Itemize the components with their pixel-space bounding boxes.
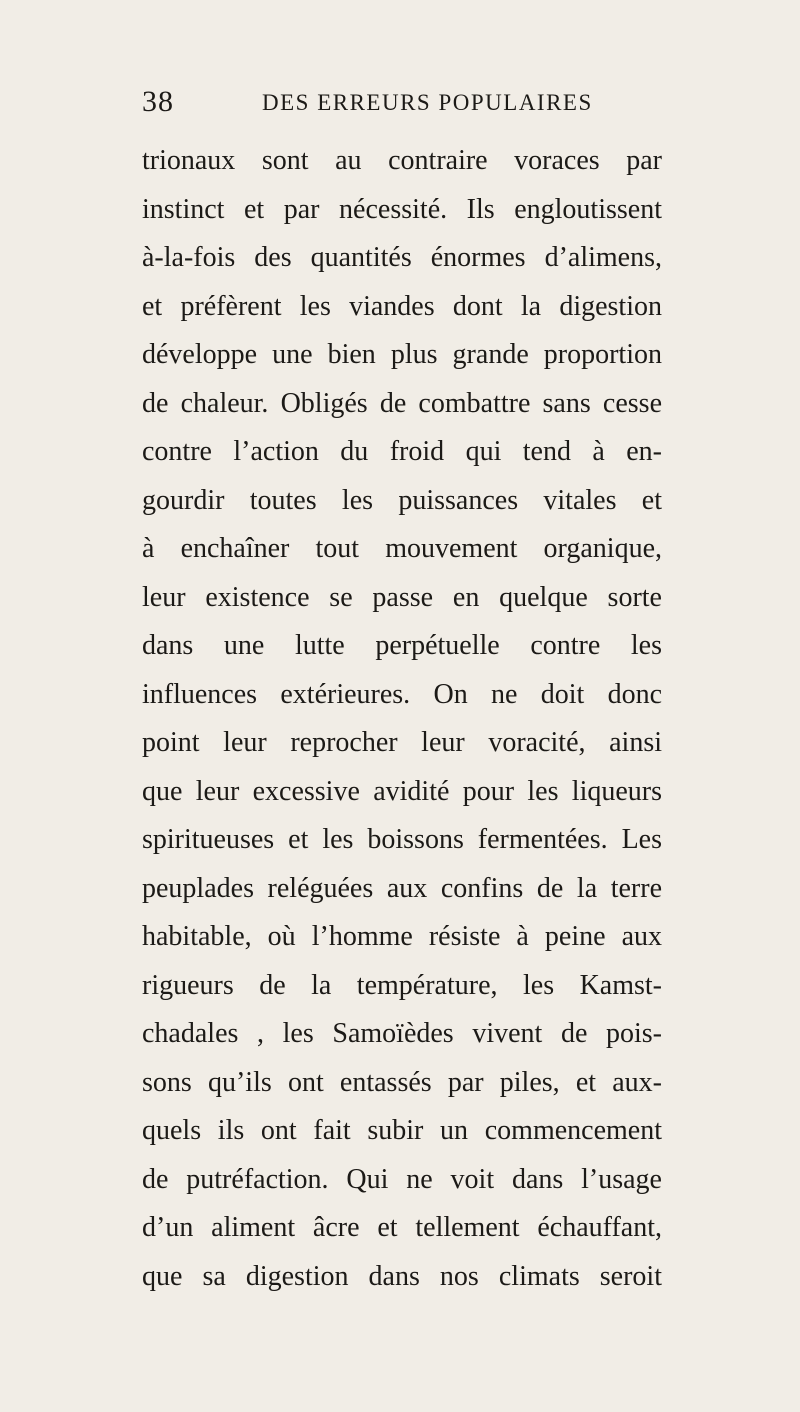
body-text	[142, 137, 662, 1301]
text-line: à-la-fois des quantités énormes d’alimens,	[142, 242, 662, 273]
text-line: d’un aliment âcre et tellement échauffant,	[142, 1212, 662, 1243]
text-line: spiritueuses et les boissons fermentées. Les	[142, 824, 662, 855]
text-line: que leur excessive avidité pour les liqueurs	[142, 775, 662, 807]
text-line: quels ils ont fait subir un commencement	[142, 1115, 662, 1146]
text-line: point leur reprocher leur voracité, ainsi	[142, 727, 662, 758]
text-line: que sa digestion dans nos climats seroit	[142, 1260, 662, 1292]
running-head	[142, 82, 662, 122]
text-line: de putréfaction. Qui ne voit dans l’usage	[142, 1163, 662, 1195]
text-line: chadales , les Samoïèdes vivent de pois-	[142, 1018, 662, 1049]
text-line: trionaux sont au contraire voraces par	[142, 145, 662, 176]
text-line: à enchaîner tout mouvement organique,	[142, 533, 662, 564]
text-line: influences extérieures. On ne doit donc	[142, 678, 662, 710]
text-line: habitable, où l’homme résiste à peine aux	[142, 921, 662, 952]
text-line: développe une bien plus grande proportion	[142, 339, 662, 370]
text-line: rigueurs de la température, les Kamst-	[142, 969, 662, 1001]
text-line: gourdir toutes les puissances vitales et	[142, 484, 662, 516]
text-line: sons qu’ils ont entassés par piles, et aux-	[142, 1066, 662, 1098]
text-line: contre l’action du froid qui tend à en-	[142, 436, 662, 467]
text-line: leur existence se passe en quelque sorte	[142, 581, 662, 613]
text-line: dans une lutte perpétuelle contre les	[142, 630, 662, 661]
text-line: peuplades reléguées aux confins de la terre	[142, 872, 662, 904]
page-number: 38	[142, 85, 174, 118]
text-line: instinct et par nécessité. Ils engloutissent	[142, 193, 662, 225]
running-title: DES ERREURS POPULAIRES	[262, 90, 593, 115]
text-line: de chaleur. Obligés de combattre sans cesse	[142, 387, 662, 419]
text-line: et préfèrent les viandes dont la digestion	[142, 290, 662, 322]
